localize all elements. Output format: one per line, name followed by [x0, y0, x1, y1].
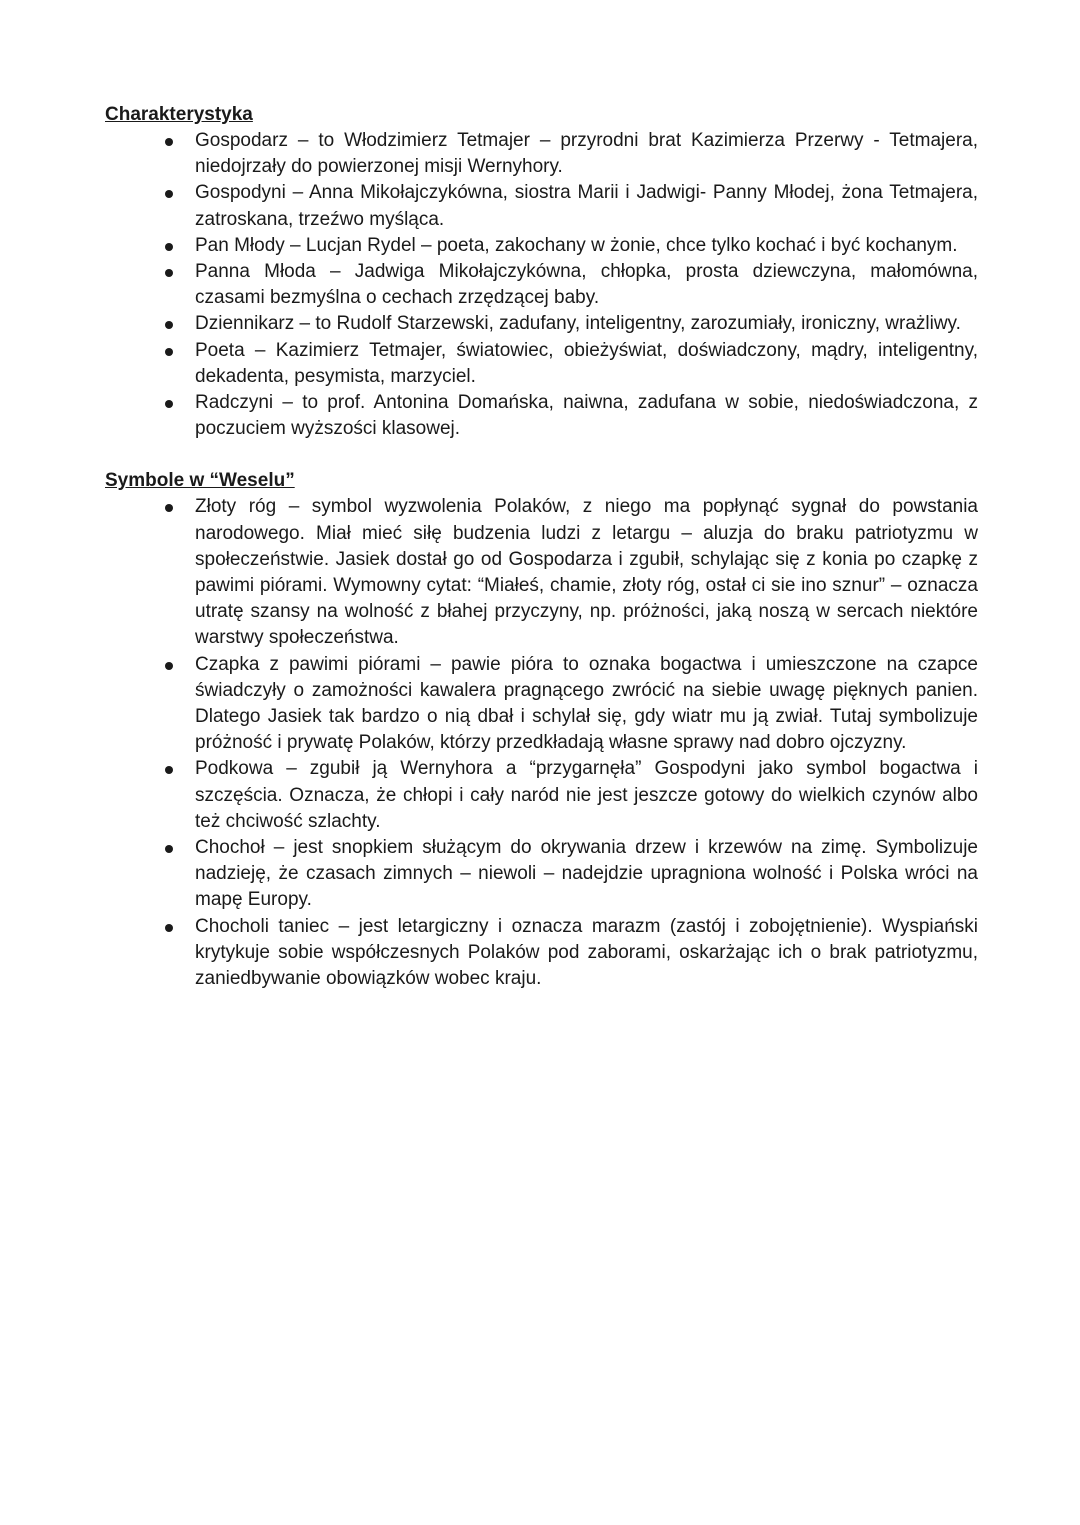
- document-page: [105, 102, 978, 992]
- bullet-icon: [165, 348, 173, 356]
- list-item: [195, 835, 978, 914]
- section-charakterystyka: [105, 102, 978, 442]
- bullet-icon: [165, 138, 173, 146]
- bullet-icon: [165, 400, 173, 408]
- list-item-text: Gospodyni – Anna Mikołajczykówna, siostra Marii i Jadwigi- Panny Młodej, żona Tetmajera, zatroskana, trzeźwo myśląca.: [195, 182, 978, 230]
- bullet-icon: [165, 321, 173, 329]
- list-item: [195, 390, 978, 442]
- list-item-text: Panna Młoda – Jadwiga Mikołajczykówna, chłopka, prosta dziewczyna, małomówna, czasami bezmyślna o cechach zrzędzącej baby.: [195, 261, 978, 309]
- list-item-text: Radczyni – to prof. Antonina Domańska, naiwna, zadufana w sobie, niedoświadczona, z poczuciem wyższości klasowej.: [195, 392, 978, 440]
- list-item: [195, 494, 978, 651]
- bullet-icon: [165, 924, 173, 932]
- bullet-list: [105, 494, 978, 992]
- list-item: [195, 128, 978, 180]
- bullet-icon: [165, 845, 173, 853]
- section-heading: Symbole w “Weselu”: [105, 470, 295, 492]
- list-item: [195, 259, 978, 311]
- bullet-list: [105, 128, 978, 442]
- list-item: [195, 338, 978, 390]
- section-symbole: [105, 468, 978, 992]
- list-item-text: Chocholi taniec – jest letargiczny i oznacza marazm (zastój i zobojętnienie). Wyspiański krytykuje sobie współczesnych Polaków pod zaborami, oskarżając ich o brak patriotyzmu, zaniedbywanie obowiązków wobec kraju.: [195, 915, 978, 990]
- list-item-text: Gospodarz – to Włodzimierz Tetmajer – przyrodni brat Kazimierza Przerwy - Tetmajera, niedojrzały do powierzonej misji Wernyhory.: [195, 130, 978, 178]
- list-item-text: Podkowa – zgubił ją Wernyhora a “przygarnęła” Gospodyni jako symbol bogactwa i szczęścia. Oznacza, że chłopi i cały naród nie jest jeszcze gotowy do wielkich czynów albo też chciwość szlachty.: [195, 758, 978, 832]
- bullet-icon: [165, 269, 173, 277]
- section-heading: Charakterystyka: [105, 104, 253, 125]
- bullet-icon: [165, 662, 173, 670]
- list-item: [195, 652, 978, 757]
- list-item: [195, 311, 978, 337]
- list-item-text: Dziennikarz – to Rudolf Starzewski, zadufany, inteligentny, zarozumiały, ironiczny, wrażliwy.: [195, 313, 961, 335]
- list-item: [195, 233, 978, 259]
- list-item-text: Złoty róg – symbol wyzwolenia Polaków, z niego ma popłynąć sygnał do powstania narodowego. Miał mieć siłę budzenia ludzi z letargu – aluzja do braku patriotyzmu w społeczeństwie. Jasiek dostał go od Gospodarza i zgubił, schylając się z konia po czapkę z pawimi piórami. Wymowny cytat: “Miałeś, chamie, złoty róg, ostał ci sie ino sznur” – oznacza utratę szansy na wolność z błahej przyczyny, np. próżności, jaką noszą w sercach niektóre warstwy społeczeństwa.: [195, 496, 978, 649]
- bullet-icon: [165, 190, 173, 198]
- list-item-text: Pan Młody – Lucjan Rydel – poeta, zakochany w żonie, chce tylko kochać i być kochanym.: [195, 234, 958, 256]
- list-item-text: Czapka z pawimi piórami – pawie pióra to oznaka bogactwa i umieszczone na czapce świadczyły o zamożności kawalera pragnącego zwrócić na siebie uwagę pięknych panien. Dlatego Jasiek tak bardzo o nią dbał i schylał się, gdy wiatr mu ją zwiał. Tutaj symbolizuje próżność i prywatę Polaków, którzy przedkładają własne sprawy nad dobro ojczyzny.: [195, 653, 978, 754]
- list-item-text: Chochoł – jest snopkiem służącym do okrywania drzew i krzewów na zimę. Symbolizuje nadzieję, że czasach zimnych – niewoli – nadejdzie upragniona wolność i Polska wróci na mapę Europy.: [195, 837, 978, 911]
- bullet-icon: [165, 243, 173, 251]
- list-item: [195, 180, 978, 232]
- bullet-icon: [165, 504, 173, 512]
- list-item: [195, 914, 978, 993]
- bullet-icon: [165, 766, 173, 774]
- list-item: [195, 756, 978, 835]
- list-item-text: Poeta – Kazimierz Tetmajer, światowiec, obieżyświat, doświadczony, mądry, inteligentny, dekadenta, pesymista, marzyciel.: [195, 339, 978, 387]
